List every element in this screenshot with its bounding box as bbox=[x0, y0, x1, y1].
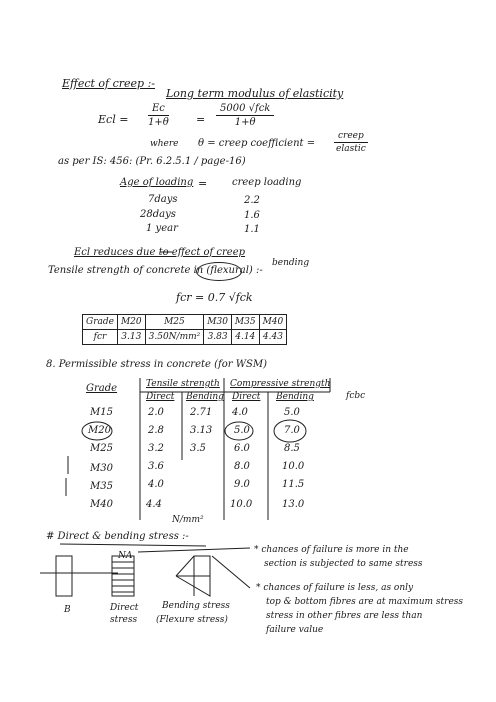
tensile-bending-subheader: Bending bbox=[186, 392, 224, 402]
compressive-bending-cell: 11.5 bbox=[282, 479, 305, 490]
compressive-direct-cell: 8.0 bbox=[234, 461, 250, 472]
table-cell: 4.14 bbox=[231, 330, 259, 345]
tensile-bending-cell: 3.13 bbox=[190, 425, 213, 436]
grade-cell: M40 bbox=[90, 499, 113, 510]
age-of-loading-equals: = bbox=[198, 177, 208, 190]
table-cell: M30 bbox=[204, 315, 232, 330]
compressive-bending-cell: 10.0 bbox=[282, 461, 305, 472]
label-bending-stress: Bending stress bbox=[162, 601, 230, 611]
ecl-label: Ecl = bbox=[98, 113, 129, 126]
bending-note: bending bbox=[272, 258, 310, 268]
compressive-bending-cell: 7.0 bbox=[284, 425, 300, 436]
ecl-fraction-1-numerator: Ec bbox=[148, 104, 169, 116]
ecl-fraction-1-denominator: 1+θ bbox=[148, 117, 169, 128]
tensile-column-header: Tensile strength bbox=[146, 379, 220, 389]
ecl-reduces-line: Ecl reduces due to effect of creep bbox=[74, 247, 246, 258]
creep-loading-header: creep loading bbox=[232, 177, 302, 188]
loading-row-age: 1 year bbox=[146, 223, 178, 234]
tensile-direct-cell: 3.2 bbox=[148, 443, 164, 454]
fcr-equation: fcr = 0.7 √fck bbox=[176, 291, 253, 304]
tensile-direct-cell: 2.8 bbox=[148, 425, 164, 436]
grade-column-header: Grade bbox=[86, 383, 118, 394]
compressive-bending-cell: 5.0 bbox=[284, 407, 300, 418]
label-flexure-stress: (Flexure stress) bbox=[156, 615, 228, 625]
grade-cell: M15 bbox=[90, 407, 113, 418]
table-cell: 3.50N/mm² bbox=[145, 330, 204, 345]
note-failure-direct: section is subjected to same stress bbox=[264, 559, 423, 569]
table-cell: Grade bbox=[83, 315, 118, 330]
ecl-equals: = bbox=[196, 113, 206, 126]
grade-cell: M20 bbox=[88, 425, 111, 436]
compressive-direct-cell: 6.0 bbox=[234, 443, 250, 454]
compressive-column-header: Compressive strength bbox=[230, 379, 331, 389]
c-bending-circle bbox=[274, 420, 306, 442]
na-label: NA bbox=[118, 551, 133, 561]
creep-ratio-numerator: creep bbox=[334, 132, 368, 143]
compressive-direct-cell: 4.0 bbox=[232, 407, 248, 418]
theta-definition: θ = creep coefficient = bbox=[198, 138, 316, 149]
table-cell: M35 bbox=[231, 315, 259, 330]
label-direct: Direct bbox=[110, 603, 139, 613]
age-of-loading-header: Age of loading bbox=[120, 177, 194, 188]
compressive-direct-subheader: Direct bbox=[232, 392, 261, 402]
label-stress: stress bbox=[110, 615, 138, 625]
tensile-direct-subheader: Direct bbox=[146, 392, 175, 402]
ecl-fraction-2-denominator: 1+θ bbox=[234, 117, 256, 128]
table-cell: 3.13 bbox=[117, 330, 145, 345]
creep-subheading: Long term modulus of elasticity bbox=[166, 87, 344, 100]
ecl-fraction-2-numerator: 5000 √fck bbox=[216, 104, 274, 116]
loading-row-value: 1.1 bbox=[244, 224, 260, 235]
unit-label: N/mm² bbox=[172, 515, 204, 525]
grade-cell: M30 bbox=[90, 463, 113, 474]
note-failure-bending: top & bottom fibres are at maximum stress bbox=[266, 597, 464, 607]
compressive-bending-cell: 8.5 bbox=[284, 443, 300, 454]
loading-row-value: 2.2 bbox=[244, 195, 260, 206]
as-per-reference: as per IS: 456: (Pr. 6.2.5.1 / page-16) bbox=[58, 156, 246, 167]
grade-cell: M35 bbox=[90, 481, 113, 492]
where-label: where bbox=[150, 139, 179, 149]
compressive-bending-cell: 13.0 bbox=[282, 499, 305, 510]
tensile-strength-line: Tensile strength of concrete in (flexural) :- bbox=[48, 265, 263, 276]
tensile-direct-cell: 2.0 bbox=[148, 407, 164, 418]
c-direct-circle bbox=[225, 422, 253, 440]
tensile-bending-cell: 3.5 bbox=[190, 443, 206, 454]
compressive-bending-subheader: Bending bbox=[276, 392, 314, 402]
grade-cell: M25 bbox=[90, 443, 113, 454]
creep-ratio-denominator: elastic bbox=[336, 144, 366, 154]
note-failure-bending: stress in other fibres are less than bbox=[266, 611, 423, 621]
m20-circle bbox=[82, 422, 112, 440]
fcbc-label: fcbc bbox=[346, 391, 366, 401]
section-rect bbox=[56, 556, 72, 596]
tensile-direct-cell: 3.6 bbox=[148, 461, 164, 472]
table-cell: 4.43 bbox=[259, 330, 287, 345]
tensile-bending-cell: 2.71 bbox=[190, 407, 213, 418]
tensile-direct-cell: 4.0 bbox=[148, 479, 164, 490]
note-failure-bending: failure value bbox=[266, 625, 324, 635]
arrow-to-note2 bbox=[212, 556, 250, 588]
arrow-to-note1 bbox=[138, 548, 250, 552]
tensile-direct-cell: 4.4 bbox=[146, 499, 162, 510]
table-cell: M40 bbox=[259, 315, 287, 330]
note-failure-bending: * chances of failure is less, as only bbox=[256, 583, 414, 593]
table-cell: M25 bbox=[145, 315, 204, 330]
table-cell: fcr bbox=[83, 330, 118, 345]
loading-row-value: 1.6 bbox=[244, 210, 260, 221]
table-cell: M20 bbox=[117, 315, 145, 330]
table-cell: 3.83 bbox=[204, 330, 232, 345]
loading-row-age: 28days bbox=[140, 209, 176, 220]
creep-heading: Effect of creep :- bbox=[62, 77, 156, 90]
compressive-direct-cell: 9.0 bbox=[234, 479, 250, 490]
note-failure-direct: * chances of failure is more in the bbox=[254, 545, 409, 555]
permissible-stress-title: 8. Permissible stress in concrete (for WSM) bbox=[46, 359, 267, 370]
compressive-direct-cell: 5.0 bbox=[234, 425, 250, 436]
direct-bending-heading: # Direct & bending stress :- bbox=[46, 531, 189, 542]
compressive-direct-cell: 10.0 bbox=[230, 499, 253, 510]
loading-row-age: 7days bbox=[148, 194, 178, 205]
label-b: B bbox=[64, 605, 71, 615]
